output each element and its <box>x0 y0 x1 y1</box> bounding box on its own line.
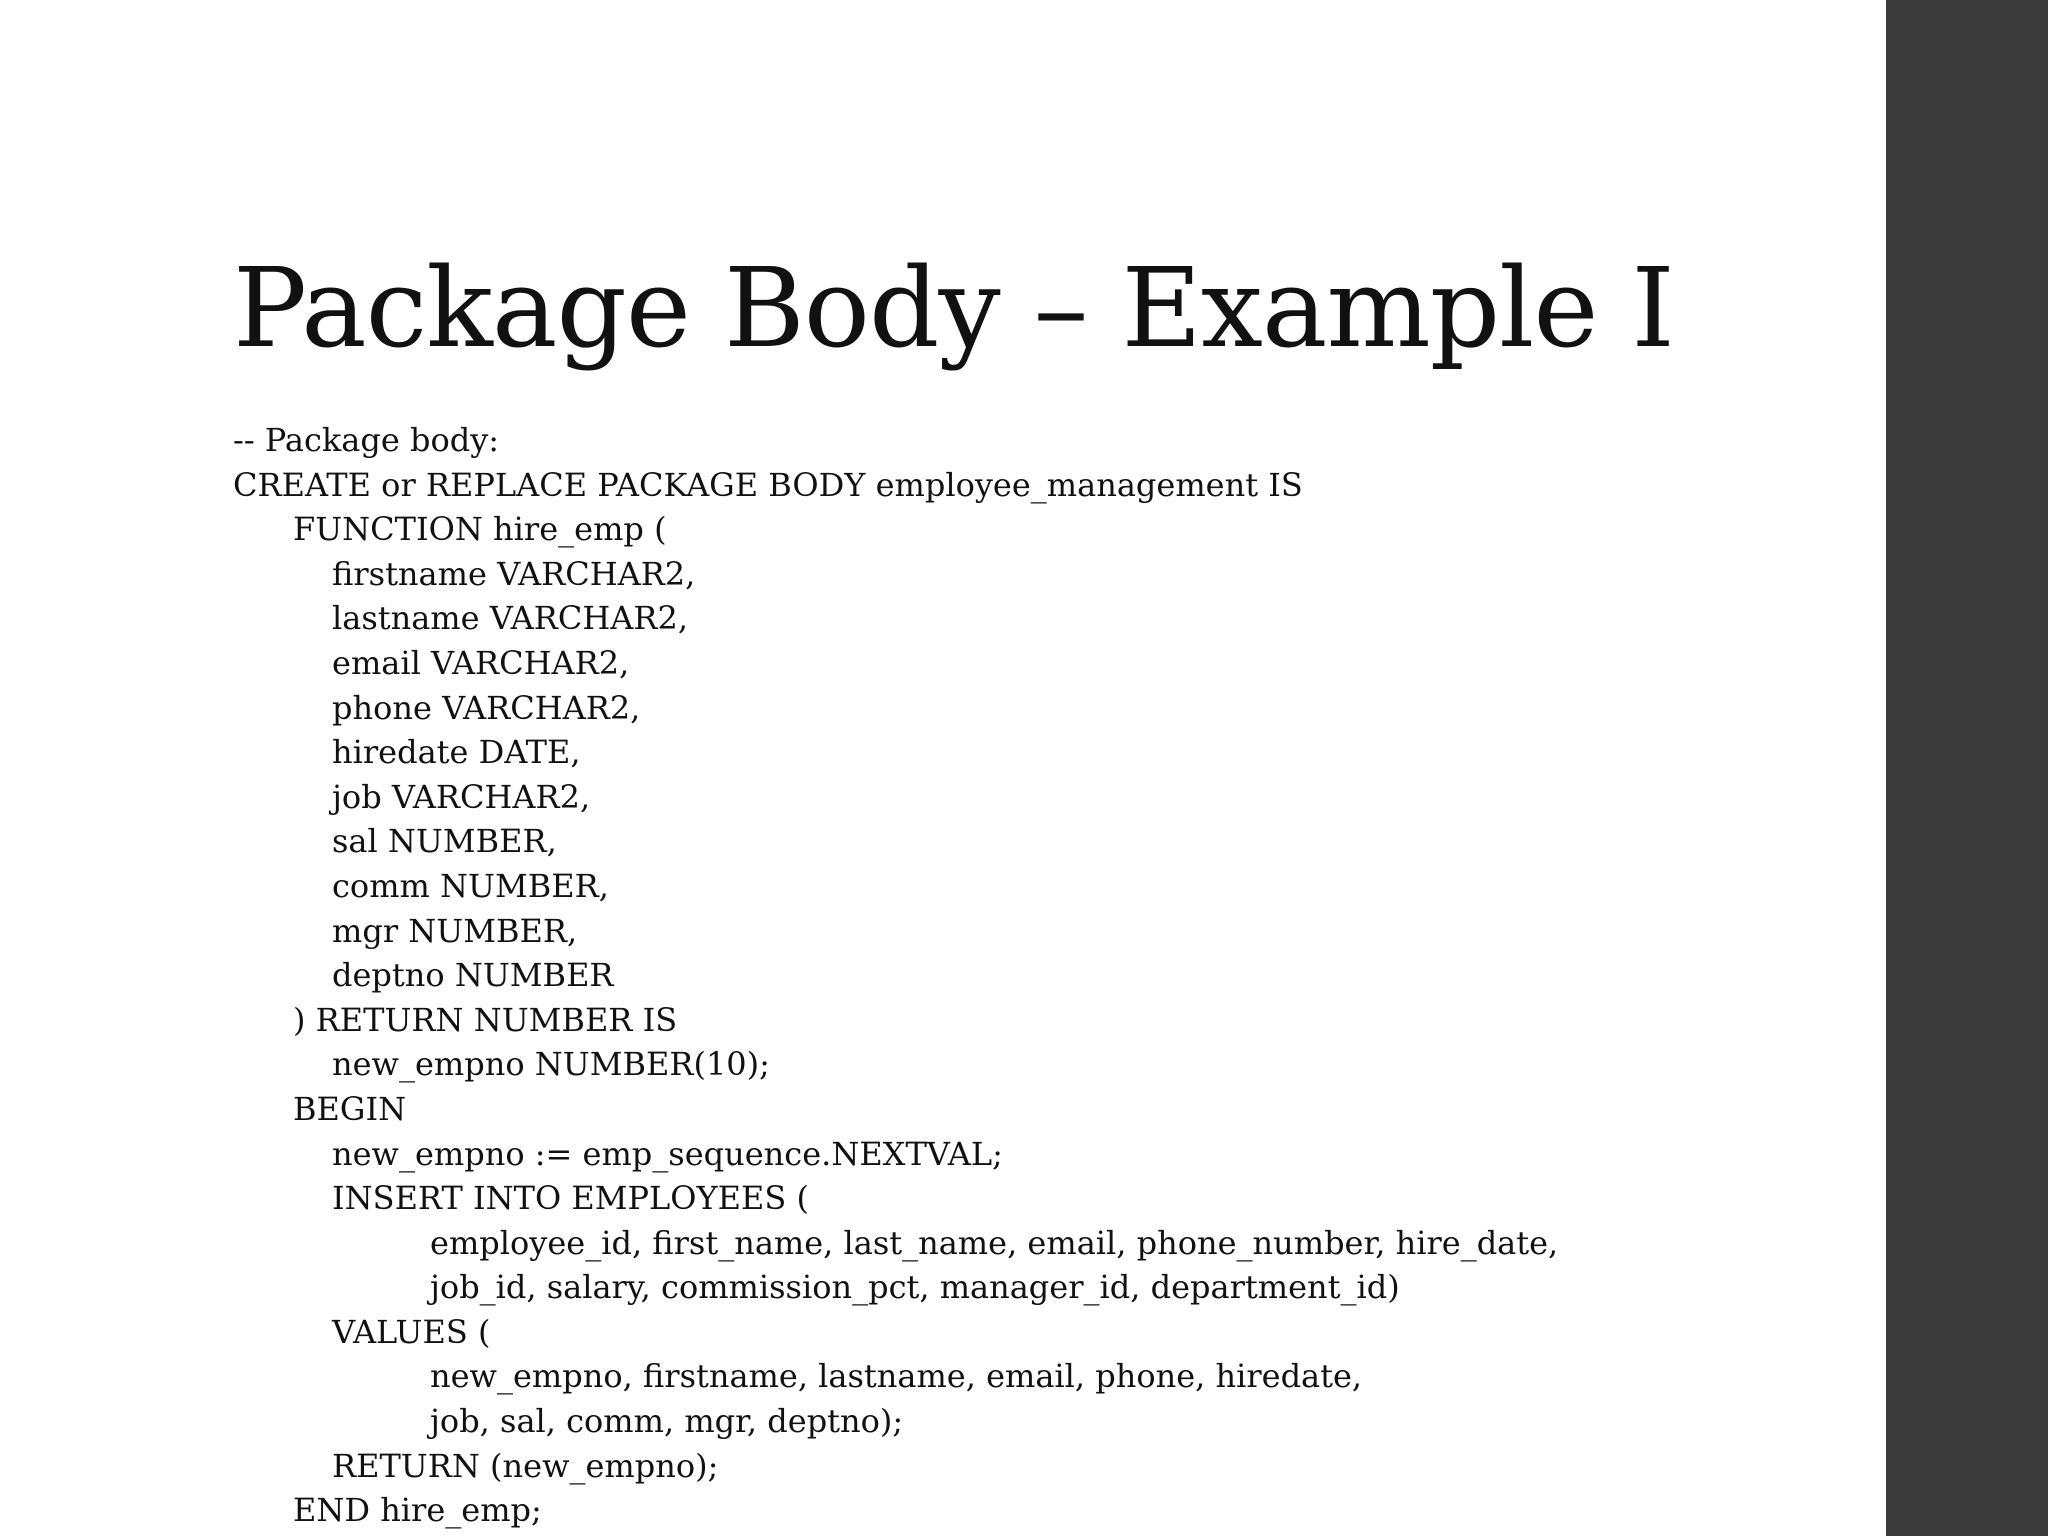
code-line: lastname VARCHAR2, <box>332 599 688 638</box>
code-line: mgr NUMBER, <box>332 911 578 950</box>
code-line: new_empno, firstname, lastname, email, phone, hiredate, <box>430 1357 1363 1396</box>
code-line: INSERT INTO EMPLOYEES ( <box>332 1179 809 1218</box>
code-line: new_empno := emp_sequence.NEXTVAL; <box>332 1134 1003 1173</box>
code-line: job, sal, comm, mgr, deptno); <box>430 1402 904 1441</box>
code-line: new_empno NUMBER(10); <box>332 1045 770 1084</box>
code-line: VALUES ( <box>332 1312 491 1351</box>
code-line: comm NUMBER, <box>332 866 609 905</box>
code-line: CREATE or REPLACE PACKAGE BODY employee_management IS <box>233 465 1303 504</box>
code-line: employee_id, first_name, last_name, email, phone_number, hire_date, <box>430 1223 1559 1262</box>
code-block <box>233 418 1853 1533</box>
code-line: ) RETURN NUMBER IS <box>293 1000 678 1039</box>
code-line: email VARCHAR2, <box>332 643 630 682</box>
code-line: END hire_emp; <box>293 1491 542 1530</box>
code-line: RETURN (new_empno); <box>332 1446 719 1485</box>
code-line: hiredate DATE, <box>332 733 581 772</box>
code-line: deptno NUMBER <box>332 956 614 995</box>
code-line: sal NUMBER, <box>332 822 557 861</box>
code-line: job VARCHAR2, <box>332 777 591 816</box>
code-line: phone VARCHAR2, <box>332 688 641 727</box>
code-line: FUNCTION hire_emp ( <box>293 510 667 549</box>
slide-title: Package Body – Example I <box>233 244 1674 372</box>
code-line: job_id, salary, commission_pct, manager_id, department_id) <box>430 1268 1400 1307</box>
side-bar <box>1886 0 2048 1536</box>
code-line: firstname VARCHAR2, <box>332 554 696 593</box>
code-line: -- Package body: <box>233 421 500 459</box>
code-line: BEGIN <box>293 1089 407 1128</box>
